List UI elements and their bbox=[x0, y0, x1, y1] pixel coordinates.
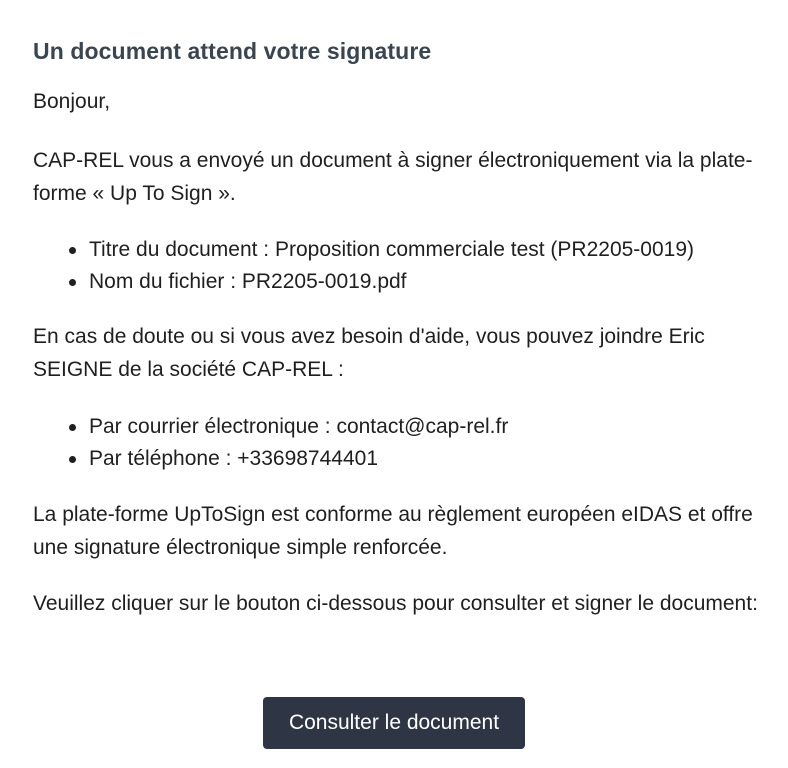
help-paragraph: En cas de doute ou si vous avez besoin d'aide, vous pouvez joindre Eric SEIGNE de la société CAP-REL : bbox=[33, 325, 705, 381]
list-item: Par courrier électronique : contact@cap-rel.fr bbox=[89, 411, 508, 443]
contact-details-list bbox=[33, 411, 508, 475]
list-item: Par téléphone : +33698744401 bbox=[89, 443, 508, 475]
intro-paragraph: CAP-REL vous a envoyé un document à signer électroniquement via la plate-forme « Up To Sign ». bbox=[33, 149, 753, 205]
list-item: Titre du document : Proposition commerciale test (PR2205-0019) bbox=[89, 234, 694, 266]
email-heading: Un document attend votre signature bbox=[33, 38, 432, 64]
greeting-text: Bonjour, bbox=[33, 90, 111, 113]
document-details-list bbox=[33, 234, 694, 298]
list-item: Nom du fichier : PR2205-0019.pdf bbox=[89, 266, 694, 298]
instruction-paragraph: Veuillez cliquer sur le bouton ci-dessous pour consulter et signer le document: bbox=[33, 592, 758, 615]
compliance-paragraph: La plate-forme UpToSign est conforme au règlement européen eIDAS et offre une signature électronique simple renforcée. bbox=[33, 503, 753, 559]
consult-document-button[interactable]: Consulter le document bbox=[263, 697, 525, 749]
button-container bbox=[0, 697, 788, 749]
